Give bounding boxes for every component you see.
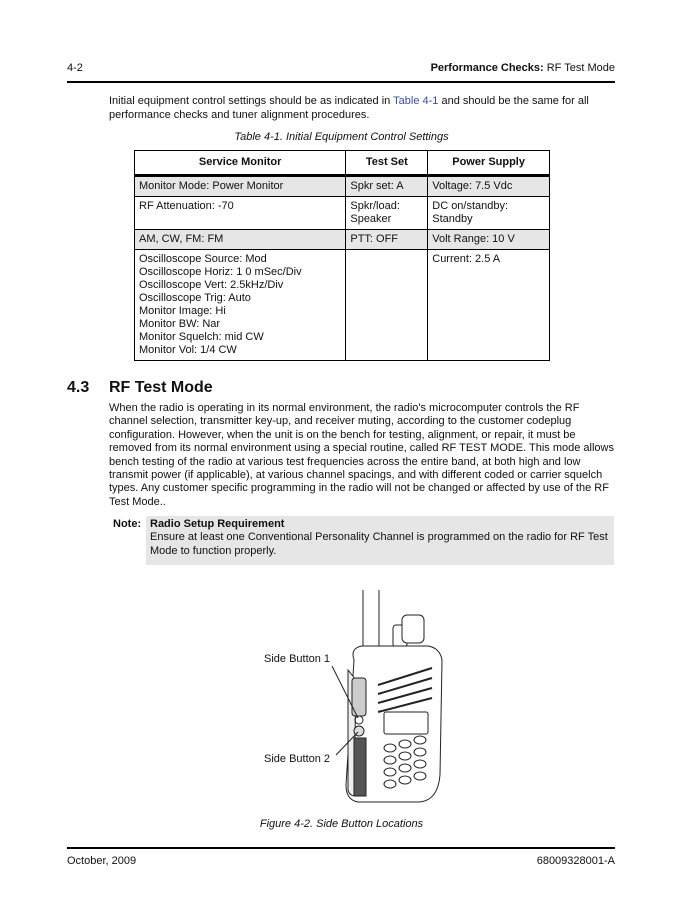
section-title: RF Test Mode [109,379,213,396]
table-cell: AM, CW, FM: FM [135,230,346,250]
table-row [135,250,550,361]
cell-line: Oscilloscope Horiz: 1 0 mSec/Div [139,266,302,278]
table-cell: Spkr set: A [346,176,428,197]
cell-line: Monitor BW: Nar [139,318,221,330]
column-header: Service Monitor [135,151,346,176]
table-row [135,197,550,230]
table-cell [135,250,346,361]
cell-line: Oscilloscope Source: Mod [139,253,267,265]
cell-line: Oscilloscope Trig: Auto [139,292,251,304]
column-header: Power Supply [428,151,550,176]
header-section: Performance Checks: [430,62,544,74]
table-cell [346,250,428,361]
table-cell: PTT: OFF [346,230,428,250]
header-rule [67,81,615,83]
table-row [135,176,550,197]
cell-line: Monitor Vol: 1/4 CW [139,344,237,356]
settings-table [134,150,550,361]
figure-caption: Figure 4-2. Side Button Locations [259,818,424,830]
table-caption: Table 4-1. Initial Equipment Control Settings [234,131,449,143]
footer-date: October, 2009 [67,855,137,867]
note-box [146,516,614,565]
cell-line: Oscilloscope Vert: 2.5kHz/Div [139,279,284,291]
section-number: 4.3 [67,379,90,396]
table-cell: Spkr/load: Speaker [346,197,428,230]
cell-line: Monitor Image: Hi [139,305,226,317]
cell-line: Monitor Squelch: mid CW [139,331,264,343]
intro-paragraph [109,94,619,122]
footer-doc-number: 68009328001-A [536,855,615,867]
callout-side-button-1: Side Button 1 [264,653,331,665]
table-link[interactable]: Table 4-1 [393,95,439,107]
note-title: Radio Setup Requirement [150,518,285,530]
header-title: RF Test Mode [543,62,615,74]
column-header: Test Set [346,151,428,176]
note-label: Note: [113,518,142,530]
radio-illustration [250,590,450,812]
page-number: 4-2 [67,62,83,74]
table-cell: Voltage: 7.5 Vdc [428,176,550,197]
footer-rule [67,847,615,849]
note-text: Ensure at least one Conventional Personality Channel is programmed on the radio for RF Test Mode to function properly. [150,531,608,557]
table-cell: Current: 2.5 A [428,250,550,361]
callout-side-button-2: Side Button 2 [264,753,331,765]
intro-text: Initial equipment control settings should be as indicated in [109,95,394,107]
table-cell: DC on/standby: Standby [428,197,550,230]
intro-text-2: and should be the same for all performance checks and tuner alignment procedures. [109,95,589,121]
table-cell: Monitor Mode: Power Monitor [135,176,346,197]
table-header-row [135,151,550,176]
table-row [135,230,550,250]
table-cell: RF Attenuation: -70 [135,197,346,230]
running-header [431,62,615,74]
table-cell: Volt Range: 10 V [428,230,550,250]
section-paragraph: When the radio is operating in its normal environment, the radio's microcomputer controls the RF channel selection, transmitter key-up, and receiver muting, according to the customer codeplug configuration. However, when the unit is on the bench for testing, alignment, or repair, it must be removed from its normal environment using a special routine, called RF TEST MODE. This mode allows bench testing of the radio at various test frequencies across the entire band, at both high and low transmit power (if applicable), at various channel spacings, and with different coded or carrier squelch types. Any customer specific programming in the radio will not be changed or affected by use of the RF Test Mode.. [109,402,614,508]
